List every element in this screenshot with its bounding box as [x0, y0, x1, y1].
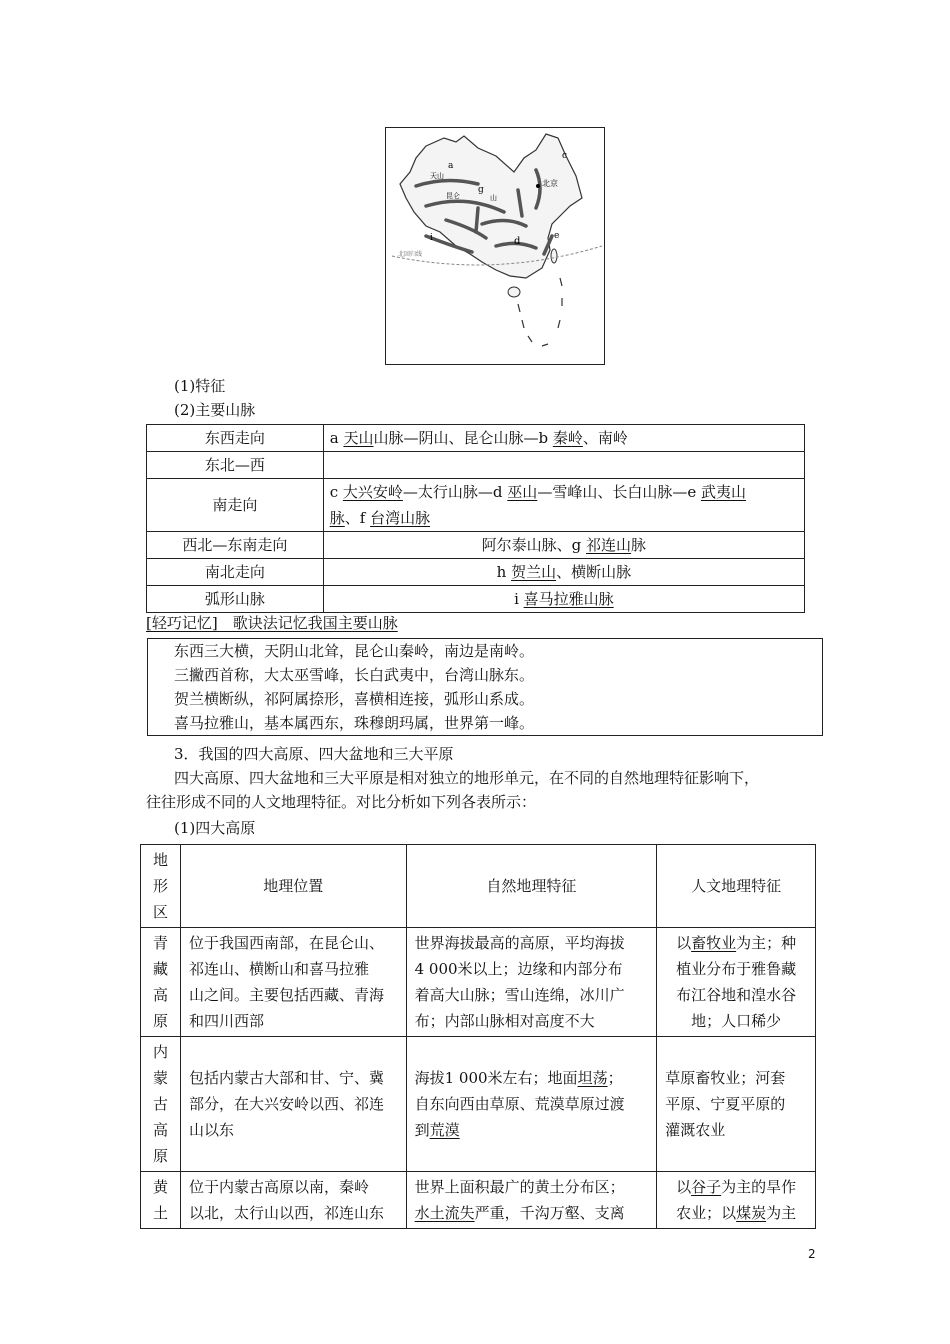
map-label-kunlun: 昆仑 [446, 192, 460, 200]
plateau-table [140, 844, 816, 1229]
location-cell: 包括内蒙古大部和甘、宁、冀 部分，在大兴安岭以西、祁连 山以东 [180, 1037, 406, 1172]
natural-cell: 世界上面积最广的黄土分布区； 水土流失严重，千沟万壑、支离 [406, 1172, 657, 1229]
beijing-star [536, 184, 540, 188]
direction-cell: 弧形山脉 [147, 586, 324, 613]
human-cell: 草原畜牧业；河套 平原、宁夏平原的 灌溉农业 [657, 1037, 816, 1172]
natural-cell: 海拔1 000米左右；地面坦荡； 自东向西由草原、荒漠草原过渡 到荒漠 [406, 1037, 657, 1172]
memo-line: 东西三大横，天阴山北耸，昆仑山秦岭，南边是南岭。 [174, 642, 535, 660]
ranges-cell: h 贺兰山、横断山脉 [323, 559, 804, 586]
map-label-beijing: 北京 [542, 179, 558, 188]
region-cell: 青 藏 高 原 [141, 928, 181, 1037]
memo-line: 贺兰横断纵，祁阿属捺形，喜横相连接，弧形山系成。 [174, 690, 535, 708]
page-number: 2 [808, 1247, 816, 1261]
human-cell: 以畜牧业为主；种 植业分布于雅鲁藏 布江谷地和湟水谷 地；人口稀少 [657, 928, 816, 1037]
ranges-cell: 阿尔泰山脉、g 祁连山脉 [323, 532, 804, 559]
memo-title: [轻巧记忆] 歌诀法记忆我国主要山脉 [146, 614, 398, 632]
memo-line: 三撇西首称，大太巫雪峰，长白武夷中，台湾山脉东。 [174, 666, 535, 684]
table-row [147, 532, 805, 559]
table-row [141, 1172, 816, 1229]
map-label-g: g [478, 185, 484, 195]
hainan-island [508, 287, 520, 297]
map-label-e: e [554, 231, 560, 241]
direction-cell: 东西走向 [147, 425, 324, 452]
location-cell: 位于内蒙古高原以南，秦岭 以北，太行山以西，祁连山东 [180, 1172, 406, 1229]
map-label-shan: 山 [490, 194, 497, 202]
direction-cell: 东北—西 [147, 452, 324, 479]
section3-heading: 3．我国的四大高原、四大盆地和三大平原 [174, 745, 454, 763]
header-region: 地 形 区 [141, 845, 181, 928]
memo-box [147, 638, 823, 736]
mountains-table [146, 424, 805, 613]
map-label-c: c [562, 151, 568, 161]
header-location: 地理位置 [180, 845, 406, 928]
natural-cell: 世界海拔最高的高原，平均海拔 4 000米以上；边缘和内部分布 着高大山脉；雪山连绵，冰川广 布；内部山脉相对高度不大 [406, 928, 657, 1037]
human-cell: 以谷子为主的旱作 农业；以煤炭为主 [657, 1172, 816, 1229]
map-label-a: a [448, 161, 454, 171]
south-sea-dashes [518, 278, 562, 346]
table-row [141, 1037, 816, 1172]
section3-paragraph-line2: 往往形成不同的人文地理特征。对比分析如下列各表所示： [146, 793, 537, 811]
map-label-tropic: 北回归线 [398, 251, 423, 258]
table-header-row [141, 845, 816, 928]
table-row [147, 586, 805, 613]
header-natural: 自然地理特征 [406, 845, 657, 928]
map-label-tianshan: 天山 [430, 172, 444, 180]
china-mountains-map [385, 127, 605, 365]
region-cell: 黄 土 [141, 1172, 181, 1229]
direction-cell: 西北—东南走向 [147, 532, 324, 559]
table-row [147, 452, 805, 479]
location-cell: 位于我国西南部，在昆仑山、 祁连山、横断山和喜马拉雅 山之间。主要包括西藏、青海 和四川西部 [180, 928, 406, 1037]
direction-cell: 南北走向 [147, 559, 324, 586]
region-cell: 内 蒙 古 高 原 [141, 1037, 181, 1172]
feature-heading: (1)特征 [174, 377, 226, 395]
ranges-cell: i 喜马拉雅山脉 [323, 586, 804, 613]
table-row [141, 928, 816, 1037]
memo-line: 喜马拉雅山，基本属西东，珠穆朗玛属，世界第一峰。 [174, 714, 535, 732]
direction-cell: 南走向 [147, 479, 324, 532]
map-label-d: d [514, 236, 521, 247]
table-row [147, 425, 805, 452]
ranges-cell [323, 452, 804, 479]
taiwan-island [551, 249, 557, 263]
ranges-cell: a 天山山脉—阴山、昆仑山脉—b 秦岭、南岭 [323, 425, 804, 452]
header-human: 人文地理特征 [657, 845, 816, 928]
main-mountains-heading: (2)主要山脉 [174, 401, 256, 419]
plateaus-subheading: (1)四大高原 [174, 819, 256, 837]
map-svg [386, 128, 604, 364]
table-row [147, 559, 805, 586]
section3-paragraph-line1: 四大高原、四大盆地和三大平原是相对独立的地形单元，在不同的自然地理特征影响下， [174, 769, 760, 787]
ranges-cell: c 大兴安岭—太行山脉—d 巫山—雪峰山、长白山脉—e 武夷山 脉、f 台湾山脉 [323, 479, 804, 532]
map-label-i: i [430, 233, 433, 243]
table-row [147, 479, 805, 532]
